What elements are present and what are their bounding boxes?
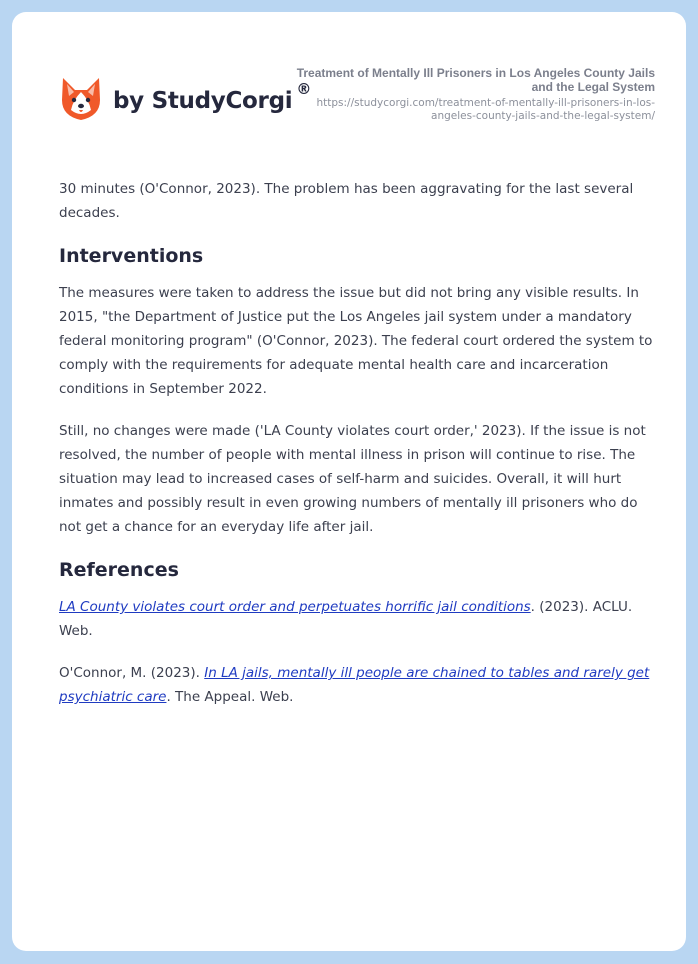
document-meta: [295, 66, 655, 123]
reference-2: [59, 661, 655, 709]
page-header: [12, 12, 686, 162]
document-title: Treatment of Mentally Ill Prisoners in Los Angeles County Jails and the Legal System: [296, 66, 655, 94]
studycorgi-logo[interactable]: [59, 76, 311, 122]
references-heading: References: [59, 559, 179, 581]
reference-1-link[interactable]: LA County violates court order and perpetuates horrific jail conditions: [59, 599, 531, 615]
brand-name: by StudyCorgi: [113, 88, 293, 114]
document-content: [59, 177, 655, 727]
reference-1-details: . (2023). ACLU. Web.: [59, 599, 633, 639]
interventions-paragraph-2: Still, no changes were made ('LA County violates court order,' 2023). If the issue is not resolved, the number of people with mental illness in prison will continue to rise. The situation may lead to increased cases of self-harm and suicides. Overall, it will hurt inmates and possibly result in even growing numbers of mentally ill prisoners who do not get a chance for an everyday life after jail.: [59, 423, 646, 535]
intro-paragraph: 30 minutes (O'Connor, 2023). The problem has been aggravating for the last several decades.: [59, 181, 634, 221]
interventions-paragraph-1: The measures were taken to address the issue but did not bring any visible results. In 2015, "the Department of Justice put the Los Angeles jail system under a mandatory federal monitoring program" (O'Connor, 2023). The federal court ordered the system to comply with the requirements for adequate mental health care and incarceration conditions in September 2022.: [59, 285, 653, 397]
reference-2-author: O'Connor, M. (2023).: [59, 665, 205, 681]
interventions-heading: Interventions: [59, 245, 204, 267]
registered-mark: ®: [296, 80, 312, 98]
corgi-icon: [59, 76, 103, 122]
document-page: [12, 12, 686, 951]
document-url[interactable]: https://studycorgi.com/treatment-of-mentally-ill-prisoners-in-los-angeles-county-jails-and-the-legal-system/: [316, 97, 655, 122]
reference-2-details: . The Appeal. Web.: [166, 689, 294, 705]
reference-2-link[interactable]: In LA jails, mentally ill people are chained to tables and rarely get psychiatric care: [59, 665, 650, 705]
reference-1: [59, 595, 655, 643]
